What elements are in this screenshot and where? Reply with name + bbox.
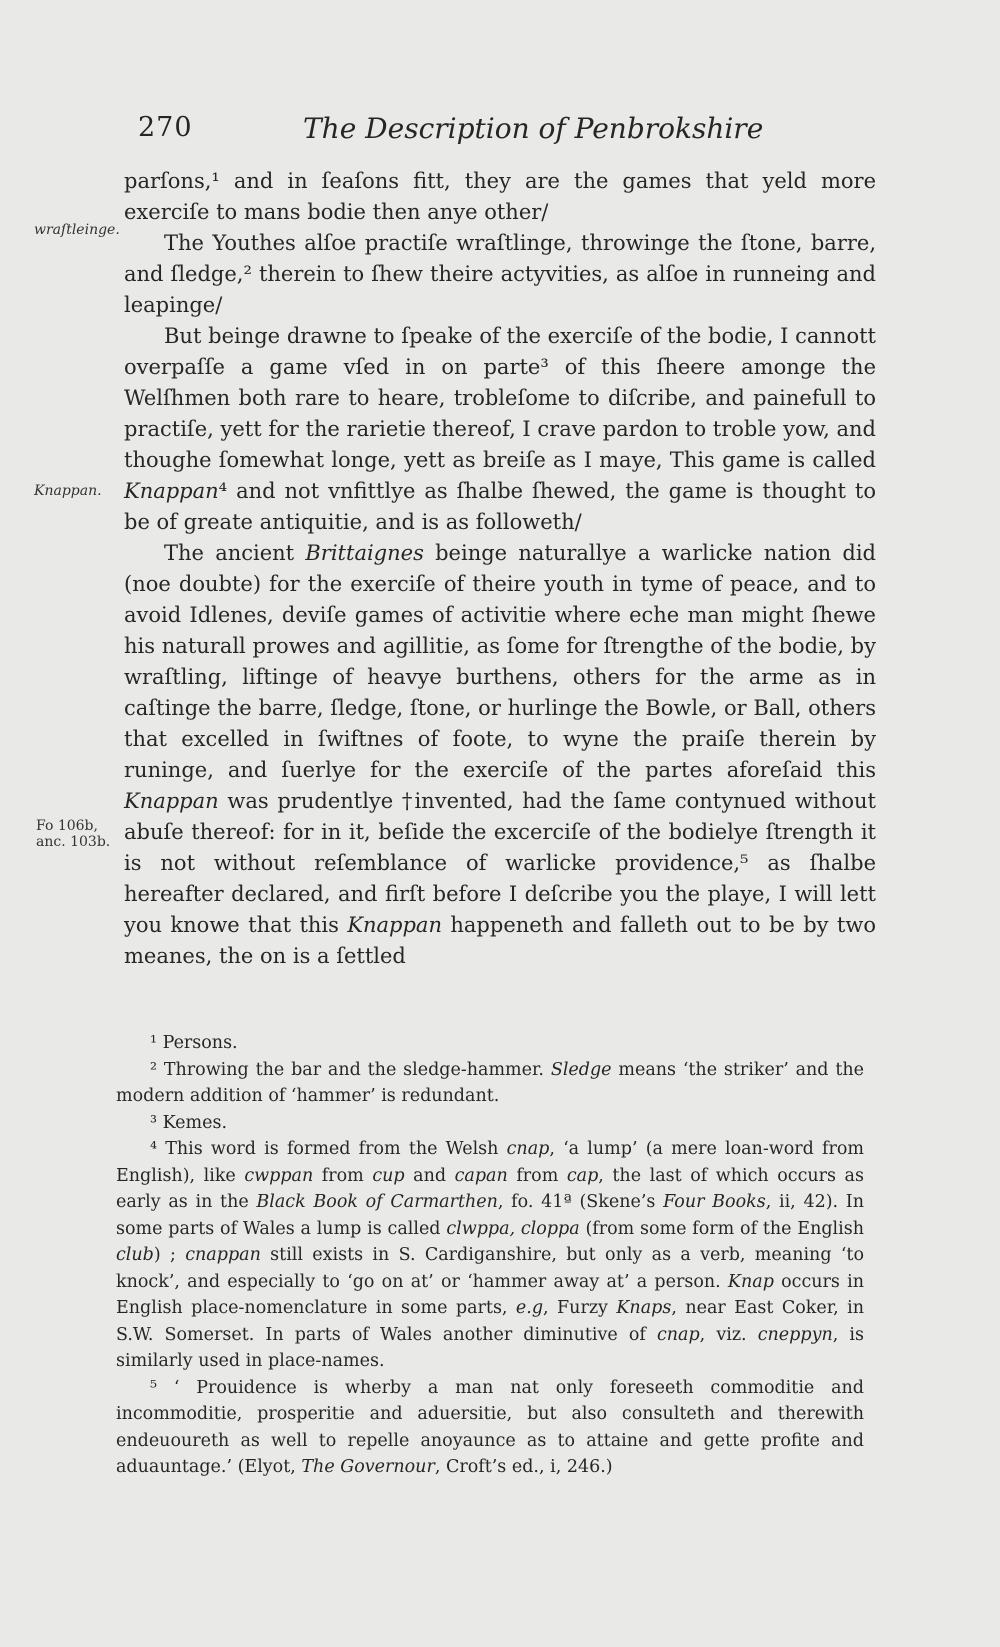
text-run: The ancient (164, 541, 306, 565)
text-run: occurs in English place-nomenclature in some parts, (116, 1271, 864, 1318)
italic-term: cnap (506, 1139, 550, 1159)
italic-term: cneppyn (757, 1324, 833, 1345)
italic-term: cap (566, 1165, 599, 1186)
italic-term: Knaps (616, 1298, 672, 1318)
italic-term: Knap (727, 1271, 774, 1292)
margin-note-folio-line1: Fo 106b, (36, 818, 98, 834)
text-run: , near East Coker, in S.W. Somerset. In parts of Wales another diminutive of (116, 1298, 864, 1345)
main-text (124, 166, 876, 972)
italic-term: Knappan (124, 479, 219, 503)
paragraph-1: parſons,¹ and in ſeaſons fitt, they are the games that yeld more exerciſe to mans bodie then anye other/ (124, 169, 876, 224)
italic-term: Knappan (347, 913, 442, 937)
text-run: and (404, 1165, 455, 1186)
footnote-5 (116, 1375, 864, 1481)
italic-term: cwppan (244, 1165, 314, 1186)
text-run: , ‘a lump’ (a mere loan-word from English), like (116, 1139, 864, 1186)
italic-term: clwppa, cloppa (446, 1218, 580, 1239)
footnote-2 (116, 1057, 864, 1110)
text-run: beinge naturallye a warlicke nation did (noe doubte) for the exerciſe of theire youth in tyme of peace, and to avoid Idlenes, deviſe games of activitie where eche man might ſhewe his naturall prowes and agillitie, as ſome for ſtrengthe of the bodie, by wraſtling, liftinge of heavye burthens, others for the arme as in caſtinge the barre, ſledge, ſtone, or hurlinge the Bowle, or Ball, others that excelled in ſwiftnes of foote, to wyne the praiſe therein by runinge, and ſuerlye for the exerciſe of the partes aforeſaid this (124, 541, 876, 782)
margin-note-folio-line2: anc. 103b. (36, 834, 111, 850)
text-run: means ‘the striker’ and the modern addition of ‘hammer’ is redundant. (116, 1059, 864, 1106)
paragraph-3 (124, 321, 876, 538)
italic-term: The Governour (301, 1457, 435, 1477)
italic-term: cnap (656, 1324, 700, 1345)
text-run: , the last of which occurs as early as in the (116, 1165, 864, 1212)
text-run: , fo. 41ª (Skene’s (497, 1192, 664, 1212)
footnotes (116, 1030, 864, 1481)
text-run: , ii, 42). In some parts of Wales a lump is called (116, 1192, 864, 1239)
italic-term: Four Books (663, 1192, 766, 1212)
italic-term: cnappan (185, 1245, 261, 1265)
italic-term: Sledge (550, 1059, 612, 1080)
page-header (138, 112, 878, 152)
text-run: from (313, 1165, 373, 1186)
footnote-3: ³ Kemes. (150, 1112, 228, 1133)
italic-term: Black Book of Carmarthen (256, 1192, 498, 1212)
text-run: , viz. (699, 1324, 758, 1345)
page-number: 270 (138, 112, 193, 143)
text-run: , Furzy (543, 1298, 617, 1318)
text-run: from (507, 1165, 567, 1186)
paragraph-2: The Youthes alſoe practiſe wraſtlinge, throwinge the ſtone, barre, and ſledge,² therein to ſhew theire actyvities, as alſoe in runneing and leapinge/ (124, 231, 876, 317)
text-run: But beinge drawne to ſpeake of the exerciſe of the bodie, I cannott overpaſſe a game vſed in on parte³ of this ſheere amonge the Welſhmen both rare to heare, trobleſome to diſcribe, and painefull to practiſe, yett for the rarietie thereof, I crave pardon to troble yow, and thoughe ſomewhat longe, yett as breiſe as I maye, This game is called (124, 324, 876, 472)
italic-term: Brittaignes (305, 541, 424, 565)
text-run: , Croft’s ed., i, 246.) (434, 1457, 613, 1477)
text-run: happeneth and falleth out to be by two meanes, the on is a ſettled (124, 913, 876, 968)
paragraph-4 (124, 538, 876, 972)
text-run: , is similarly used in place-names. (116, 1324, 864, 1371)
text-run: ² Throwing the bar and the sledge-hammer. (150, 1059, 551, 1080)
text-run: ) ; (153, 1245, 186, 1265)
text-run: (from some form of the English (579, 1218, 864, 1239)
text-run: still exists in S. Cardiganshire, but only as a verb, meaning ‘to knock’, and especially to ‘go on at’ or ‘hammer away at’ a person. (116, 1245, 864, 1292)
running-title: The Description of Penbrokshire (303, 112, 764, 145)
margin-note-knappan: Knappan. (34, 483, 102, 499)
footnote-1: ¹ Persons. (150, 1033, 238, 1053)
italic-term: capan (454, 1165, 508, 1186)
text-run: was prudentlye †invented, had the ſame contynued without abuſe thereof: for in it, beſide the excerciſe of the bodielye ſtrength it is not without reſemblance of warlicke providence,⁵ as ſhalbe hereafter declared, and firſt before I deſcribe you the playe, I will lett you knowe that this (124, 789, 876, 937)
text-run: ⁵ ‘ Prouidence is wherby a man nat only foreseeth commoditie and incommoditie, prosperitie and aduersitie, but also consulteth and therewith endeuoureth as well to repelle anoyaunce as to attaine and gette profite and aduauntage.’ (Elyot, (116, 1377, 864, 1477)
margin-note-folio (36, 818, 110, 850)
italic-term: cup (372, 1165, 405, 1186)
margin-note-wrastleinge: wraſtleinge. (34, 222, 120, 238)
italic-term: Knappan (124, 789, 219, 813)
text-run: ⁴ This word is formed from the Welsh (150, 1139, 507, 1159)
italic-term: e.g (515, 1298, 544, 1318)
italic-term: club (116, 1245, 154, 1265)
footnote-4 (116, 1136, 864, 1375)
text-run: ⁴ and not vnfittlye as ſhalbe ſhewed, the game is thought to be of greate antiquitie, and is as followeth/ (124, 479, 876, 534)
